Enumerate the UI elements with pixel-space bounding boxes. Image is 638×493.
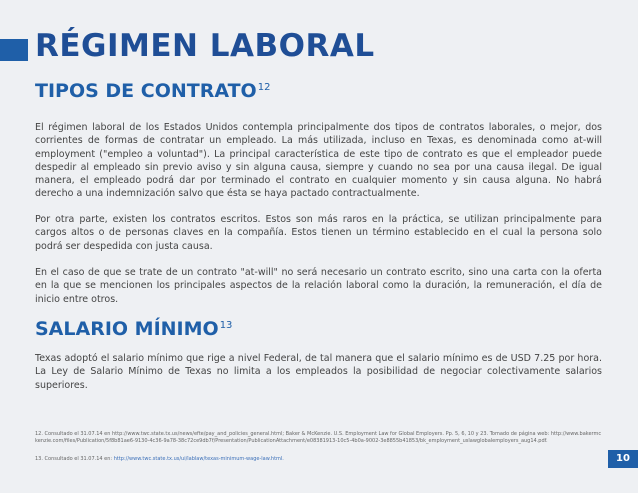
- section-title-contract-types: [35, 80, 270, 102]
- page-number: 10: [608, 450, 638, 468]
- paragraph: En el caso de que se trate de un contrato "at-will" no será necesario un contrato escrito, sino una carta con la oferta en la que se mencionen los principales aspectos de la relación laboral como la duración, la remuneración, el día de inicio entre otros.: [35, 267, 602, 305]
- paragraph: El régimen laboral de los Estados Unidos contempla principalmente dos tipos de contratos laborales, o mejor, dos corrientes de formas de contratar un empleado. La más utilizada, incluso en Texas, es denominada como at-will employment ("empleo a voluntad"). La principal característica de este tipo de contrato es que el empleador puede despedir al empleado sin previo aviso y sin alguna causa, siempre y cuando no sea por una causa ilegal. De igual manera, el empleado podrá dar por terminado el contrato en cualquier momento y sin causa alguna. No habrá derecho a una indemnización salvo que ésta se haya pactado contractualmente.: [35, 122, 602, 200]
- footnote-ref[interactable]: 12: [257, 81, 271, 93]
- footnote-text: 12. Consultado el 31.07.14 en http://www.twc.state.tx.us/news/efte/pay_and_policies_general.html; Baker & McKenzie. U.S. Employment Law for Global Employers. Pp. 5, 6, 10 y 23. Tomado de página web: http://www.bakermckenzie.com/files/Publication/5f8b81ae6-9130-4c36-9a78-38c72ce9db7f/Presentation/PublicationAttachment/e08381913-10c5-4b0a-9002-3e8855b41853/bk_employment_uslawglobalemployers_aug14.pdf.: [35, 431, 602, 444]
- section-title-text: SALARIO MÍNIMO: [35, 318, 219, 340]
- footnote: [35, 431, 602, 444]
- paragraph: Por otra parte, existen los contratos escritos. Estos son más raros en la práctica, se utilizan principalmente para cargos altos o de personas claves en la compañía. Estos tienen un término establecido en el cual la persona solo podrá ser despedida con justa causa.: [35, 214, 602, 252]
- section-title-text: TIPOS DE CONTRATO: [35, 80, 257, 102]
- paragraph: Texas adoptó el salario mínimo que rige a nivel Federal, de tal manera que el salario mínimo es de USD 7.25 por hora. La Ley de Salario Mínimo de Texas no limita a los empleados la posibilidad de negociar colectivamente salarios superiores.: [35, 353, 602, 391]
- footnote-ref[interactable]: 13: [219, 319, 233, 331]
- page-title: RÉGIMEN LABORAL: [35, 28, 375, 64]
- section-title-minimum-wage: [35, 318, 232, 340]
- accent-bar: [0, 39, 28, 61]
- footnote-link[interactable]: http://www.twc.state.tx.us/ui/lablaw/texas-minimum-wage-law.html.: [113, 456, 284, 462]
- footnote-text: 13. Consultado el 31.07.14 en:: [35, 456, 114, 462]
- footnote: [35, 456, 602, 463]
